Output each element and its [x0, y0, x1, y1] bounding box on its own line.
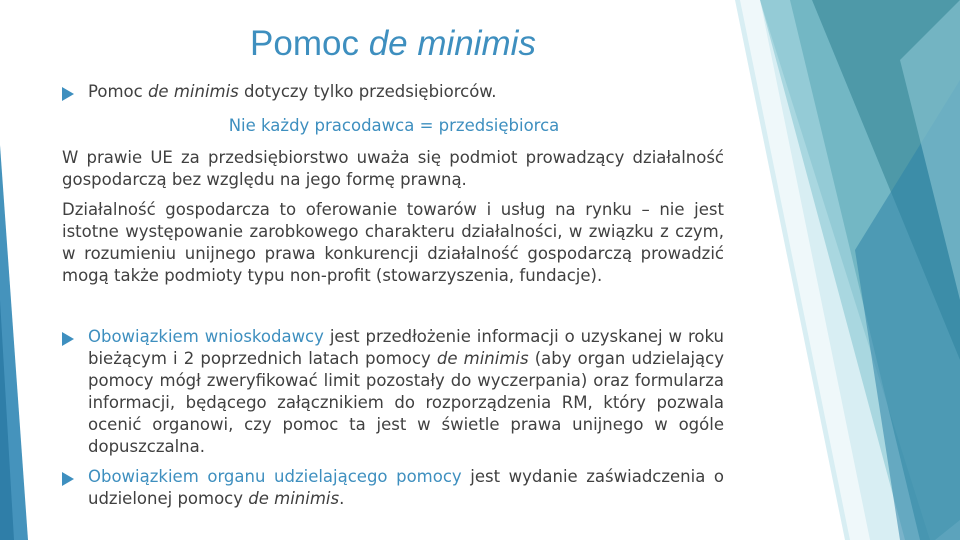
slide-title: Pomoc de minimis [250, 24, 536, 63]
subheading: Nie każdy pracodawca = przedsiębiorca [228, 116, 560, 135]
bullet-3-text: Obowiązkiem organu udzielającego pomocy jest wydanie zaświadczenia o udzielonej pomocy de minimis. [88, 467, 725, 508]
right-geometric-panels [735, 0, 960, 540]
paragraph-1: W prawie UE za przedsiębiorstwo uważa się podmiot prowadzący działalność gospodarczą bez względu na jego formę prawną. [62, 148, 724, 189]
bullet-arrow-icon [62, 332, 74, 346]
bullet-2-text: Obowiązkiem wnioskodawcy jest przedłożenie informacji o uzyskanej w roku bieżącym i 2 poprzednich latach pomocy de minimis (aby organ udzielający pomocy mógł zweryfikować limit pozostały do wyczerpania) oraz formularza informacji, będącego załącznikiem do rozporządzenia RM, który pozwala ocenić organowi, czy pomoc ta jest w świetle prawa unijnego w ogóle dopuszczalna. [88, 327, 724, 456]
paragraph-2: Działalność gospodarcza to oferowanie towarów i usług na rynku – nie jest istotne występowanie zarobkowego charakteru działalności, w związku z czym, w rozumieniu unijnego prawa konkurencji działalność gospodarczą prowadzić mogą także podmioty typu non-profit (stowarzyszenia, fundacje). [62, 200, 724, 285]
bullet-1-text: Pomoc de minimis dotyczy tylko przedsiębiorców. [88, 82, 497, 101]
left-accent-strip [0, 145, 28, 540]
bullet-arrow-icon [62, 472, 74, 486]
bullet-arrow-icon [62, 87, 74, 101]
